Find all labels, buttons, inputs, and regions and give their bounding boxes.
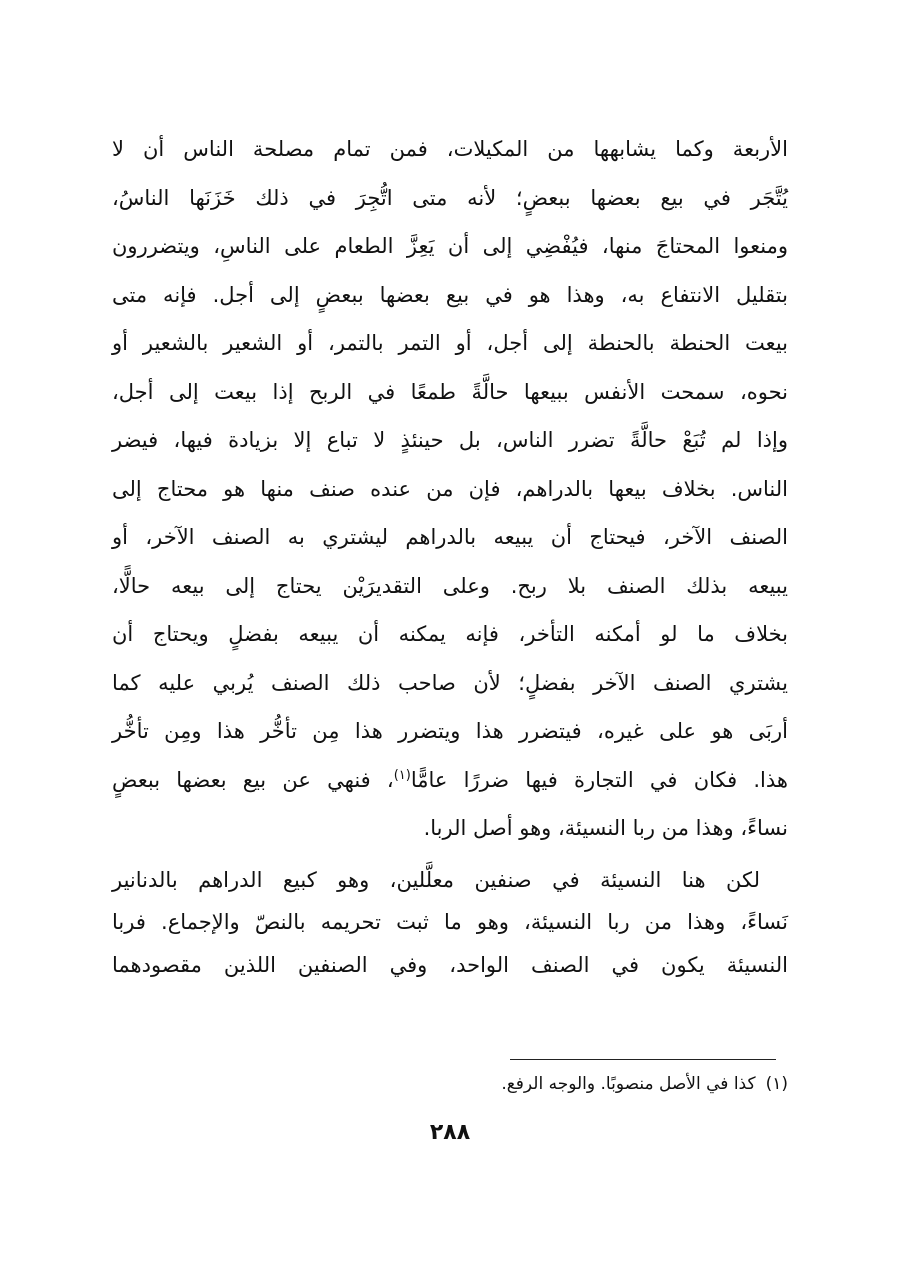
- text-line: يبيعه بذلك الصنف بلا ربح. وعلى التقديرَيْن يحتاج إلى بيعه حالًّا،: [112, 573, 788, 598]
- page-number: ٢٨٨: [429, 1120, 471, 1145]
- text-line: وإذا لم تُبَعْ حالَّةً تضرر الناس، بل حينئذٍ لا تباع إلا بزيادة فيها، فيضر: [112, 428, 788, 452]
- paragraph-1: [112, 125, 788, 853]
- text-line: أربَى هو على غيره، فيتضرر هذا ويتضرر هذا مِن تأخُّر هذا ومِن تأخُّر: [112, 719, 788, 743]
- text-line: يشتري الصنف الآخر بفضلٍ؛ لأن صاحب ذلك الصنف يُربي عليه كما: [112, 670, 788, 695]
- text-line: ومنعوا المحتاجَ منها، فيُفْضِي إلى أن يَعِزَّ الطعام على الناسِ، ويتضررون: [112, 234, 788, 258]
- text-line: نساءً، وهذا من ربا النسيئة، وهو أصل الربا.: [423, 816, 788, 840]
- main-text: [112, 125, 788, 986]
- footnote: [501, 1074, 788, 1094]
- text-segment: ، فنهي عن بيع بعضها ببعضٍ: [112, 767, 394, 792]
- footnote-divider: [510, 1059, 776, 1060]
- text-line: بيعت الحنطة بالحنطة إلى أجل، أو التمر بالتمر، أو الشعير بالشعير أو: [112, 331, 788, 355]
- text-line: نحوه، سمحت الأنفس ببيعها حالَّةً طمعًا في الربح إذا بيعت إلى أجل،: [112, 379, 788, 404]
- text-line: يُتَّجَر في بيع بعضها ببعضٍ؛ لأنه متى اتُّجِرَ في ذلك خَزَنَها الناسُ،: [112, 185, 788, 210]
- text-segment: هذا. فكان في التجارة فيها ضررًا عامًّا: [410, 767, 788, 792]
- footnote-text: كذا في الأصل منصوبًا. والوجه الرفع.: [501, 1074, 756, 1094]
- text-line: الأربعة وكما يشابهها من المكيلات، فمن تمام مصلحة الناس أن لا: [112, 137, 788, 161]
- text-line: بتقليل الانتفاع به، وهذا هو في بيع بعضها ببعضٍ إلى أجل. فإنه متى: [112, 282, 788, 307]
- text-line: لكن هنا النسيئة في صنفين معلَّلين، وهو كبيع الدراهم بالدنانير: [112, 867, 760, 892]
- text-line: النسيئة يكون في الصنف الواحد، وفي الصنفين اللذين مقصودهما: [112, 952, 788, 977]
- text-line: الناس. بخلاف بيعها بالدراهم، فإن من عنده صنف منها هو محتاج إلى: [112, 476, 788, 501]
- text-line: الصنف الآخر، فيحتاج أن يبيعه بالدراهم ليشتري به الصنف الآخر، أو: [112, 525, 788, 549]
- text-line: نَساءً، وهذا من ربا النسيئة، وهو ما ثبت تحريمه بالنصّ والإجماع. فربا: [112, 910, 788, 934]
- footnote-reference[interactable]: (١): [393, 767, 411, 783]
- text-line: [112, 756, 788, 805]
- footnote-number: (١): [765, 1074, 788, 1094]
- text-line: بخلاف ما لو أمكنه التأخر، فإنه يمكنه أن يبيعه بفضلٍ ويحتاج أن: [112, 622, 788, 646]
- paragraph-2: [112, 859, 788, 987]
